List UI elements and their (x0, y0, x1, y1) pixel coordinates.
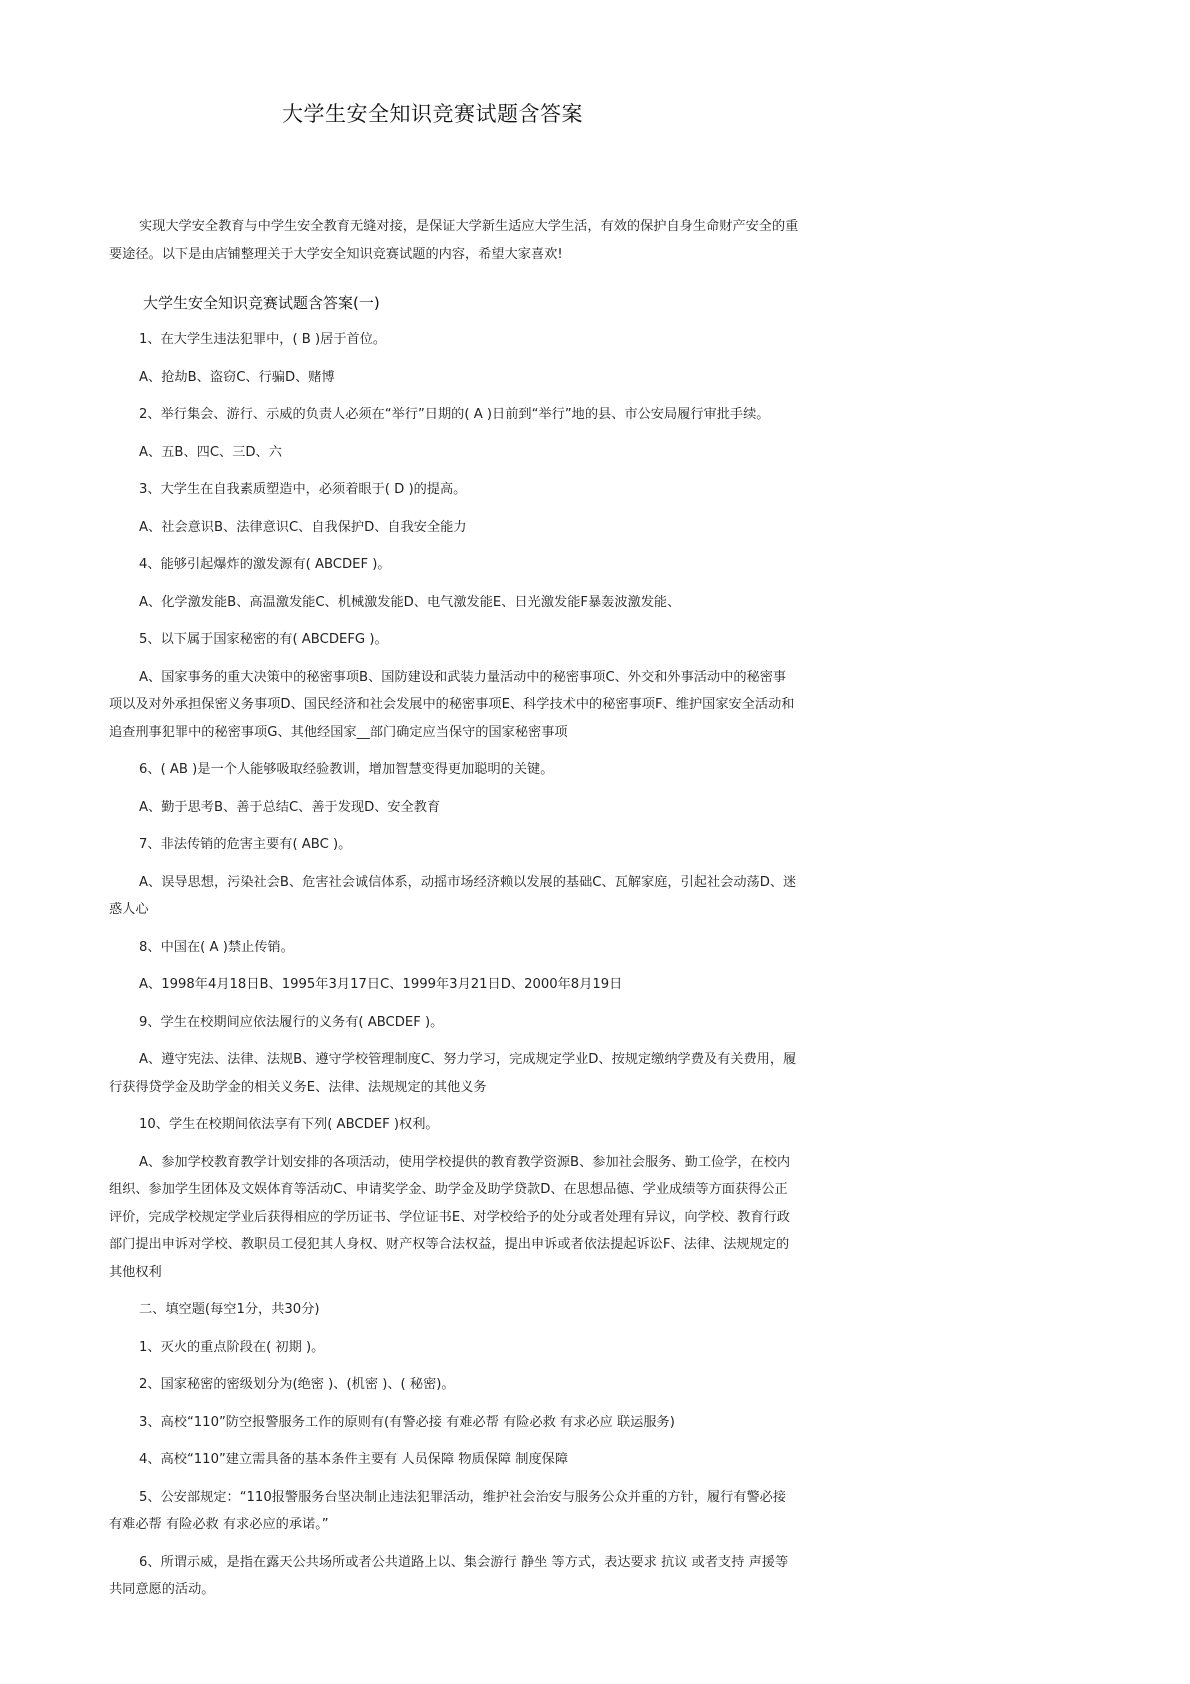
intro-paragraph: 实现大学安全教育与中学生安全教育无缝对接，是保证大学新生适应大学生活，有效的保护自身生命财产安全的重要途径。以下是由店铺整理关于大学安全知识竞赛试题的内容，希望大家喜欢! (109, 219, 799, 262)
options-3: A、社会意识B、法律意识C、自我保护D、自我安全能力 (139, 519, 467, 535)
fill-in-4: 4、高校“110”建立需具备的基本条件主要有 人员保障 物质保障 制度保障 (139, 1452, 569, 1467)
question-list (109, 326, 799, 1604)
fill-in-6: 6、所谓示威，是指在露天公共场所或者公共道路上以、集会游行 静坐 等方式，表达要求 抗议 或者支持 声援等共同意愿的活动。 (109, 1554, 789, 1597)
fill-in-section-heading: 二、填空题(每空1分，共30分) (139, 1302, 320, 1317)
fill-in-1: 1、灭火的重点阶段在( 初期 )。 (139, 1339, 325, 1355)
question-1: 1、在大学生违法犯罪中，( B )居于首位。 (139, 332, 387, 347)
fill-in-3: 3、高校“110”防空报警服务工作的原则有(有警必接 有难必帮 有险必救 有求必应 联运服务) (139, 1414, 675, 1430)
fill-in-5: 5、公安部规定：“110报警服务台坚决制止违法犯罪活动，维护社会治安与服务公众并重的方针，履行有警必接 有难必帮 有险必救 有求必应的承诺。” (109, 1489, 787, 1532)
options-2: A、五B、四C、三D、六 (139, 444, 282, 460)
question-2: 2、举行集会、游行、示威的负责人必须在“举行”日期的( A )日前到“举行”地的县、市公安局履行审批手续。 (139, 407, 770, 422)
fill-in-2: 2、国家秘密的密级划分为(绝密 )、(机密 )、( 秘密)。 (139, 1377, 455, 1392)
options-9: A、遵守宪法、法律、法规B、遵守学校管理制度C、努力学习，完成规定学业D、按规定缴纳学费及有关费用，履行获得贷学金及助学金的相关义务E、法律、法规规定的其他义务 (109, 1052, 797, 1095)
options-10: A、参加学校教育教学计划安排的各项活动，使用学校提供的教育教学资源B、参加社会服务、勤工俭学，在校内组织、参加学生团体及文娱体育等活动C、申请奖学金、助学金及助学贷款D、在思想品德、学业成绩等方面获得公正评价，完成学校规定学业后获得相应的学历证书、学位证书E、对学校给予的处分或者处理有异议，向学校、教育行政部门提出申诉对学校、教职员工侵犯其人身权、财产权等合法权益，提出申诉或者依法提起诉讼F、法律、法规规定的其他权利 (109, 1154, 791, 1280)
question-4: 4、能够引起爆炸的激发源有( ABCDEF )。 (139, 557, 391, 572)
options-4: A、化学激发能B、高温激发能C、机械激发能D、电气激发能E、日光激发能F暴轰波激发能、 (139, 594, 681, 610)
section-heading: 大学生安全知识竞赛试题含答案(一) (143, 294, 380, 312)
document-title: 大学生安全知识竞赛试题含答案 (282, 102, 583, 126)
options-1: A、抢劫B、盗窃C、行骗D、赌博 (139, 369, 335, 385)
document-body (109, 213, 799, 1614)
options-5: A、国家事务的重大决策中的秘密事项B、国防建设和武装力量活动中的秘密事项C、外交和外事活动中的秘密事项以及对外承担保密义务事项D、国民经济和社会发展中的秘密事项E、科学技术中的秘密事项F、维护国家安全活动和追查刑事犯罪中的秘密事项G、其他经国家__部门确定应当保守的国家秘密事项 (109, 669, 795, 740)
question-10: 10、学生在校期间依法享有下列( ABCDEF )权利。 (139, 1117, 439, 1132)
question-7: 7、非法传销的危害主要有( ABC )。 (139, 837, 352, 852)
options-6: A、勤于思考B、善于总结C、善于发现D、安全教育 (139, 799, 441, 815)
question-8: 8、中国在( A )禁止传销。 (139, 939, 294, 955)
question-3: 3、大学生在自我素质塑造中，必须着眼于( D )的提高。 (139, 482, 467, 497)
options-7: A、误导思想，污染社会B、危害社会诚信体系，动摇市场经济赖以发展的基础C、瓦解家庭，引起社会动荡D、迷惑人心 (109, 874, 797, 917)
options-8: A、1998年4月18日B、1995年3月17日C、1999年3月21日D、2000年8月19日 (139, 977, 623, 992)
question-6: 6、( AB )是一个人能够吸取经验教训，增加智慧变得更加聪明的关键。 (139, 762, 554, 777)
question-9: 9、学生在校期间应依法履行的义务有( ABCDEF )。 (139, 1014, 444, 1030)
question-5: 5、以下属于国家秘密的有( ABCDEFG )。 (139, 632, 388, 647)
